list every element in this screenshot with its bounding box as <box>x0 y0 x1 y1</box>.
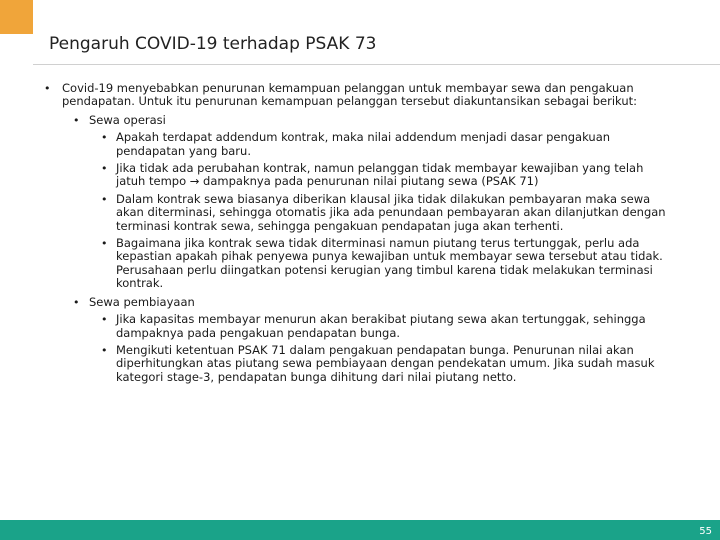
bullet-sewa-operasi <box>0 114 689 127</box>
accent-block <box>0 0 33 34</box>
bullet-dot: • <box>73 113 80 127</box>
list-item-text: Dalam kontrak sewa biasanya diberikan klausal jika tidak dilakukan pembayaran maka sewa akan diterminasi, sehingga otomatis jika ada penundaan pembayaran akan dilanjutkan dengan terminasi kontrak sewa, sehingga pengakuan pendapatan juga akan terhenti. <box>116 191 666 233</box>
bullet-dot: • <box>101 343 108 357</box>
bullet-dot: • <box>101 192 108 206</box>
slide-content <box>0 82 720 384</box>
list-item <box>0 193 676 233</box>
list-item-text: Mengikuti ketentuan PSAK 71 dalam pengakuan pendapatan bunga. Penurunan nilai akan diperhitungkan atas piutang sewa pembiayaan dengan pendekatan umum. Jika sudah masuk kategori stage-3, pendapatan bunga dihitung dari nilai piutang netto. <box>116 342 655 384</box>
sewa-pembiayaan-heading: Sewa pembiayaan <box>89 294 195 309</box>
page-number: 55 <box>699 526 712 537</box>
bullet-covid <box>0 82 682 109</box>
bullet-dot: • <box>101 131 108 145</box>
list-item-text: Jika kapasitas membayar menurun akan berakibat piutang sewa akan tertunggak, sehingga dampaknya pada pengakuan pendapatan bunga. <box>116 312 646 340</box>
bullet-dot: • <box>101 313 108 327</box>
list-item-text: Apakah terdapat addendum kontrak, maka nilai addendum menjadi dasar pengakuan pendapatan yang baru. <box>116 130 611 158</box>
title-divider <box>33 64 720 65</box>
list-item-text: Bagaimana jika kontrak sewa tidak diterminasi namun piutang terus tertunggak, perlu ada kepastian apakah pihak penyewa punya kewajiban untuk membayar sewa tersebut atau tidak. Perusahaan perlu diingatkan potensi kerugian yang timbul karena tidak melakukan terminasi kontrak. <box>116 236 663 291</box>
bullet-sewa-pembiayaan <box>0 296 689 309</box>
slide-title: Pengaruh COVID-19 terhadap PSAK 73 <box>49 34 377 54</box>
bullet-dot: • <box>73 295 80 309</box>
bullet-dot: • <box>101 237 108 251</box>
bullet-text: Covid-19 menyebabkan penurunan kemampuan pelanggan untuk membayar sewa dan pengakuan pendapatan. Untuk itu penurunan kemampuan pelanggan tersebut diakuntansikan sebagai berikut: <box>62 81 638 109</box>
list-item <box>0 344 676 384</box>
list-item <box>0 237 676 291</box>
list-item-text: Jika tidak ada perubahan kontrak, namun pelanggan tidak membayar kewajiban yang telah jatuh tempo → dampaknya pada penurunan nilai piutang sewa (PSAK 71) <box>116 161 644 189</box>
bullet-dot: • <box>44 82 51 95</box>
sewa-operasi-heading: Sewa operasi <box>89 112 166 127</box>
list-item <box>0 313 676 340</box>
list-item <box>0 162 676 189</box>
list-item <box>0 131 676 158</box>
bullet-dot: • <box>101 162 108 176</box>
footer-bar <box>0 520 720 540</box>
